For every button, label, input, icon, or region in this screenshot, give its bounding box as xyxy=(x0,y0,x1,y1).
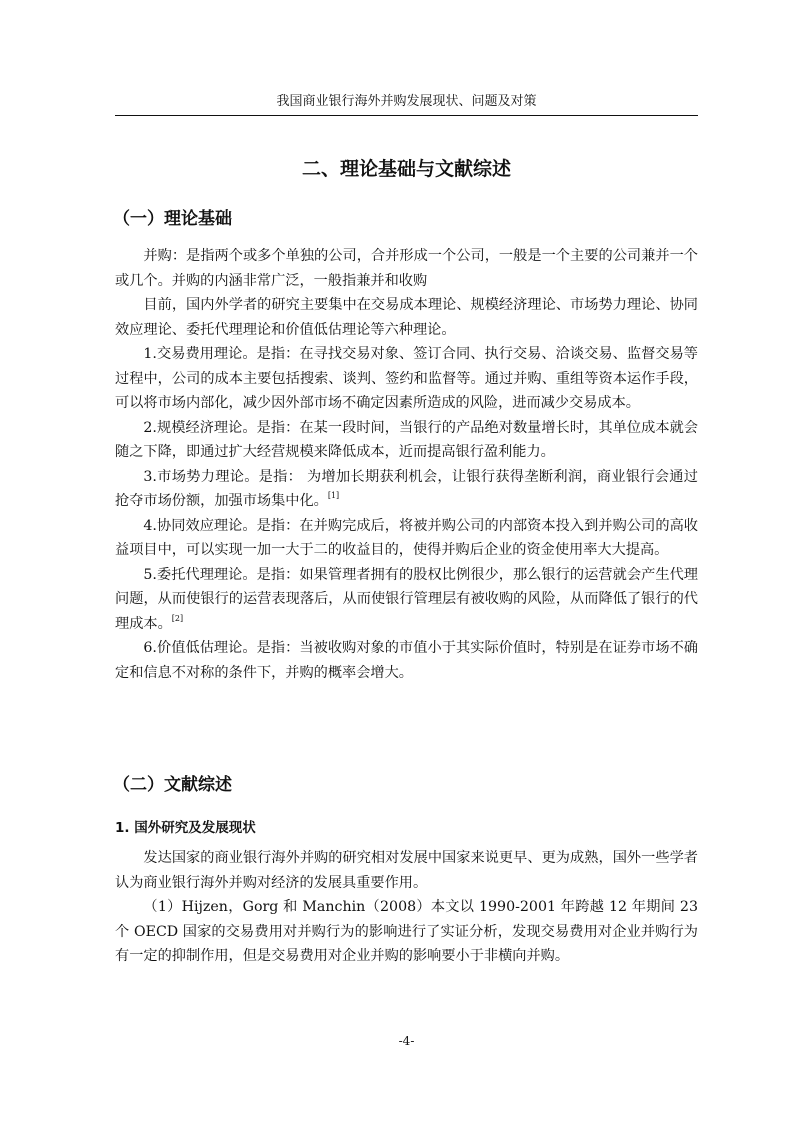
chapter-title: 二、理论基础与文献综述 xyxy=(301,158,511,180)
paragraph-foreign-overview: 发达国家的商业银行海外并购的研究相对发展中国家来说更早、更为成熟，国外一些学者认为商业银行海外并购对经济的发展具重要作用。 xyxy=(115,850,698,891)
paragraph-undervaluation-theory: 6.价值低估理论。是指：当被收购对象的市值小于其实际价值时，特别是在证券市场不确定和信息不对称的条件下，并购的概率会增大。 xyxy=(115,640,698,681)
paragraph-transaction-cost-theory: 1.交易费用理论。是指：在寻找交易对象、签订合同、执行交易、洽谈交易、监督交易等过程中，公司的成本主要包括搜索、谈判、签约和监督等。通过并购、重组等资本运作手段，可以将市场内部化，减少因外部市场不确定因素所造成的风险，进而减少交易成本。 xyxy=(115,346,698,411)
paragraph-market-power-theory xyxy=(115,465,698,514)
paragraph-merger-definition: 并购：是指两个或多个单独的公司，合并形成一个公司，一般是一个主要的公司兼并一个或几个。并购的内涵非常广泛，一般指兼并和收购 xyxy=(115,248,698,289)
paragraph-theories-overview: 目前，国内外学者的研究主要集中在交易成本理论、规模经济理论、市场势力理论、协同效应理论、委托代理理论和价值低估理论等六种理论。 xyxy=(115,297,698,338)
paragraph-synergy-theory: 4.协同效应理论。是指：在并购完成后，将被并购公司的内部资本投入到并购公司的高收益项目中，可以实现一加一大于二的收益目的，使得并购后企业的资金使用率大大提高。 xyxy=(115,517,698,558)
paragraph-hijzen-study: （1）Hijzen，Gorg 和 Manchin（2008）本文以 1990-2001 年跨越 12 年期间 23 个 OECD 国家的交易费用对并购行为的影响进行了实证分析，发现交易费用对企业并购行为有一定的抑制作用，但是交易费用对企业并购的影响要小于非横向并购。 xyxy=(115,899,698,964)
market-power-text: 3.市场势力理论。是指： 为增加长期获利机会，让银行获得垄断利润，商业银行会通过抢夺市场份额，加强市场集中化。 xyxy=(115,468,698,509)
agency-text: 5.委托代理理论。是指：如果管理者拥有的股权比例很少，那么银行的运营就会产生代理问题，从而使银行的运营表现落后，从而使银行管理层有被收购的风险，从而降低了银行的代理成本。 xyxy=(115,566,698,632)
citation-ref-1: [1] xyxy=(327,491,340,501)
paragraph-economies-of-scale-theory: 2.规模经济理论。是指：在某一段时间，当银行的产品绝对数量增长时，其单位成本就会随之下降，即通过扩大经营规模来降低成本，近而提高银行盈利能力。 xyxy=(115,419,698,460)
running-header: 我国商业银行海外并购发展现状、问题及对策 xyxy=(276,94,537,109)
paragraph-agency-theory xyxy=(115,563,698,637)
subheading-foreign-research: 1. 国外研究及发展现状 xyxy=(115,820,256,836)
page-number: -4- xyxy=(398,1034,415,1048)
citation-ref-2: [2] xyxy=(171,613,184,623)
section-heading-theory: （一）理论基础 xyxy=(113,209,232,229)
section-heading-literature: （二）文献综述 xyxy=(113,775,232,795)
theory-body xyxy=(115,244,698,685)
literature-body xyxy=(115,846,698,969)
header-rule xyxy=(115,115,698,116)
